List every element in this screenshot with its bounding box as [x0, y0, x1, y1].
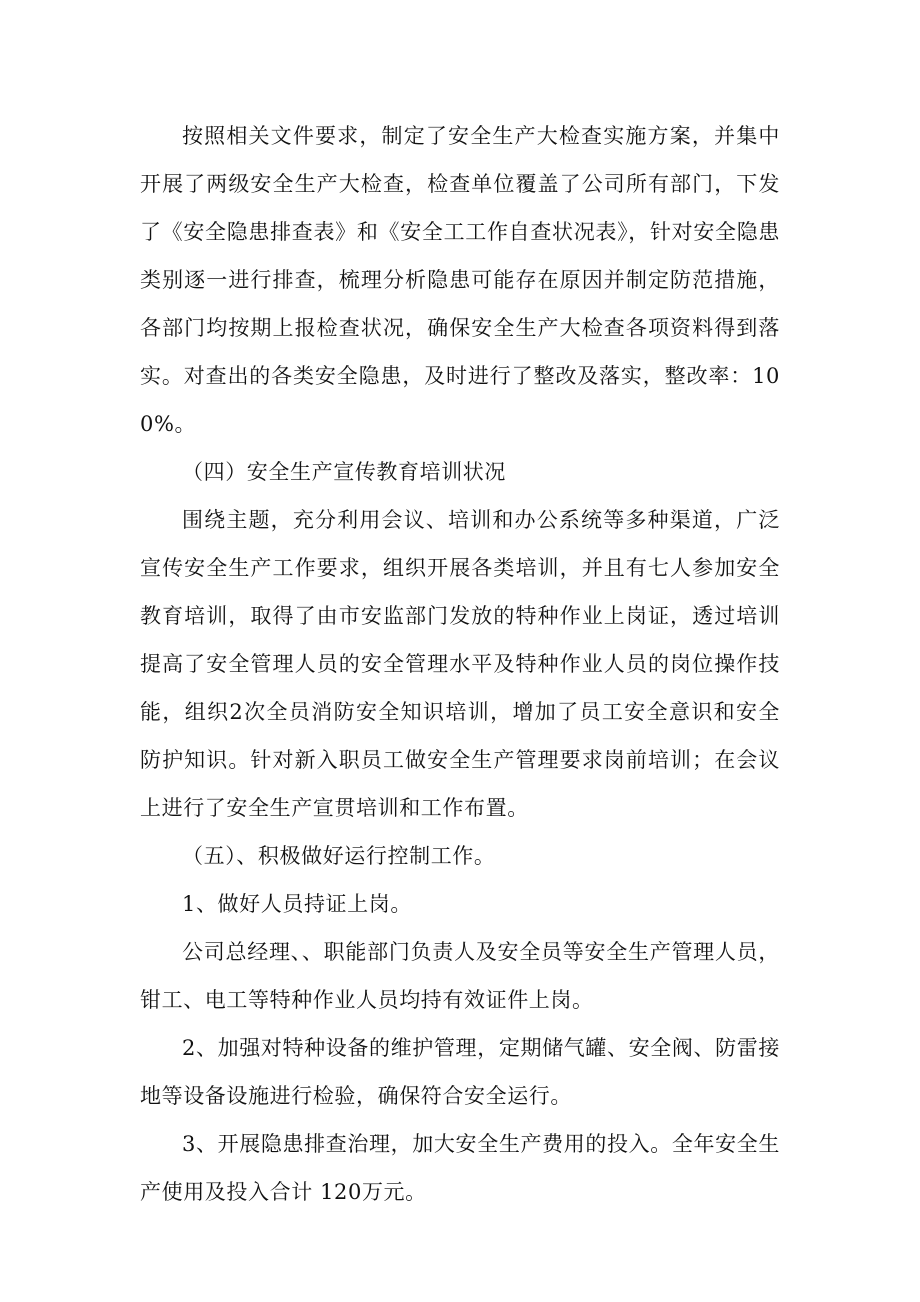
list-item-special-equipment: 2、加强对特种设备的维护管理，定期储气罐、安全阀、防雷接地等设备设施进行检验，确保符合安全运行。 [140, 1036, 780, 1108]
section-heading-training: （四）安全生产宣传教育培训状况 [182, 460, 506, 484]
document-body [140, 112, 780, 1216]
list-item-hazard-investment: 3、开展隐患排查治理，加大安全生产费用的投入。全年安全生产使用及投入合计 120万元。 [140, 1132, 780, 1204]
paragraph-certification: 公司总经理、、职能部门负责人及安全员等安全生产管理人员，钳工、电工等特种作业人员均持有效证件上岗。 [140, 940, 780, 1012]
list-item-certification: 1、做好人员持证上岗。 [182, 892, 412, 916]
paragraph-safety-inspection: 按照相关文件要求，制定了安全生产大检查实施方案，并集中开展了两级安全生产大检查，检查单位覆盖了公司所有部门，下发了《安全隐患排查表》和《安全工工作自查状况表》，针对安全隐患类别逐一进行排查，梳理分析隐患可能存在原因并制定防范措施，各部门均按期上报检查状况，确保安全生产大检查各项资料得到落实。对查出的各类安全隐患，及时进行了整改及落实，整改率：100%。 [140, 124, 780, 436]
section-heading-operation-control: （五）、积极做好运行控制工作。 [182, 844, 496, 868]
paragraph-training: 围绕主题，充分利用会议、培训和办公系统等多种渠道，广泛宣传安全生产工作要求，组织开展各类培训，并且有七人参加安全教育培训，取得了由市安监部门发放的特种作业上岗证，透过培训提高了安全管理人员的安全管理水平及特种作业人员的岗位操作技能，组织2次全员消防安全知识培训，增加了员工安全意识和安全防护知识。针对新入职员工做安全生产管理要求岗前培训；在会议上进行了安全生产宣贯培训和工作布置。 [140, 508, 780, 820]
